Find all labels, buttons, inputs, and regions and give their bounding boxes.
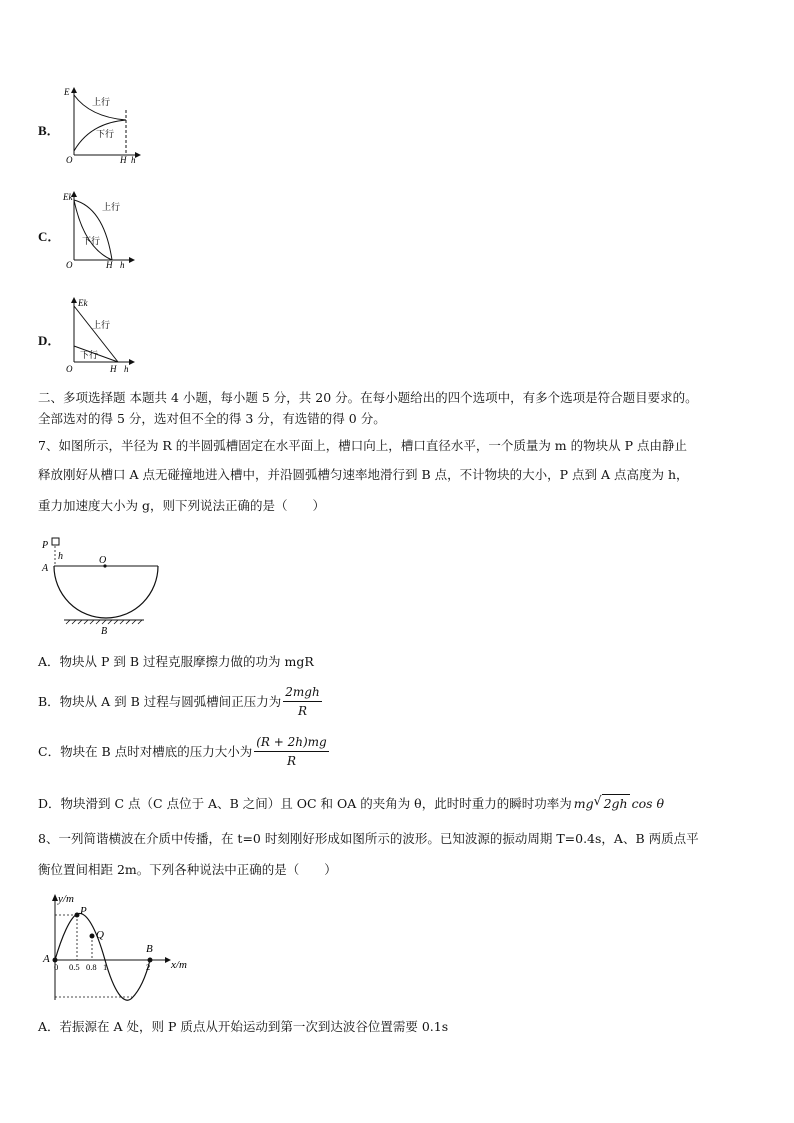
graph-b-yaxis: E <box>64 87 70 97</box>
graph-b-up: 上行 <box>92 97 111 107</box>
graph-c-up: 上行 <box>102 202 121 212</box>
graph-c-down: 下行 <box>82 236 101 246</box>
graph-b <box>60 85 145 165</box>
graph-b-origin: O <box>66 155 73 165</box>
q7-fig-h: h <box>58 551 63 562</box>
q7-figure <box>38 534 168 639</box>
graph-d-origin: O <box>66 364 73 374</box>
graph-b-down: 下行 <box>96 129 115 139</box>
q7-fig-O: O <box>99 555 107 566</box>
option-b-label: B． <box>38 123 60 138</box>
q7-line2: 释放刚好从槽口 A 点无碰撞地进入槽中，并沿圆弧槽匀速率地滑行到 B 点，不计物块的大小，P 点到 A 点高度为 h， <box>38 467 689 482</box>
option-d-label: D． <box>38 333 61 348</box>
graph-c-h: h <box>120 260 125 270</box>
q8-opt-a: A．若振源在 A 处，则 P 质点从开始运动到第一次到达波谷位置需要 0.1s <box>38 1019 449 1034</box>
graph-d-up: 上行 <box>92 320 111 330</box>
q8-line1: 8、一列简谐横波在介质中传播，在 t=0 时刻刚好形成如图所示的波形。已知波源的振动周期 T=0.4s，A、B 两质点平 <box>38 831 699 846</box>
graph-c-yaxis: Ek <box>63 192 73 202</box>
q7-line3: 重力加速度大小为 g，则下列说法正确的是（ ） <box>38 498 325 513</box>
q7-opt-a: A．物块从 P 到 B 过程克服摩擦力做的功为 mgR <box>38 654 314 669</box>
q8-fig-xlabel: x/m <box>171 959 187 971</box>
q8-fig-B: B <box>146 943 153 955</box>
q8-fig-P: P <box>80 905 87 917</box>
graph-c <box>60 188 145 273</box>
graph-d-H: H <box>110 364 117 374</box>
q8-fig-tick-2: 2 <box>146 962 151 972</box>
graph-d <box>60 294 145 379</box>
graph-d-yaxis: Ek <box>78 298 88 308</box>
graph-c-H: H <box>106 260 113 270</box>
q7-opt-c: C．物块在 B 点时对槽底的压力大小为 $\frac{(R + 2h)mg}{R}$ <box>38 735 327 768</box>
q8-wave-figure <box>40 888 200 1008</box>
q7-fig-B: B <box>101 626 108 637</box>
q7-line1: 7、如图所示，半径为 R 的半圆弧槽固定在水平面上，槽口向上，槽口直径水平，一个质量为 m 的物块从 P 点由静止 <box>38 438 687 453</box>
graph-d-h: h <box>124 364 129 374</box>
section2-line1: 二、多项选择题 本题共 4 小题，每小题 5 分，共 20 分。在每小题给出的四个选项中，有多个选项是符合题目要求的。 <box>38 390 698 405</box>
q7-fig-P: P <box>42 540 49 551</box>
q8-fig-tick-1: 1 <box>103 962 108 972</box>
q8-fig-tick-08: 0.8 <box>86 962 97 972</box>
q8-fig-tick-05: 0.5 <box>69 962 80 972</box>
q8-fig-tick-0: 0 <box>54 962 59 972</box>
q7-fig-A: A <box>42 563 49 574</box>
graph-d-down: 下行 <box>80 350 99 360</box>
graph-b-H: H <box>120 155 127 165</box>
q8-fig-A: A <box>43 953 50 965</box>
q7-opt-b: B．物块从 A 到 B 过程与圆弧槽间正压力为 $\frac{\text{2mgh}}{R}$ <box>38 685 320 718</box>
section2-line2: 全部选对的得 5 分，选对但不全的得 3 分，有选错的得 0 分。 <box>38 411 386 426</box>
graph-c-origin: O <box>66 260 73 270</box>
q8-fig-ylabel: y/m <box>58 893 74 905</box>
graph-b-h: h <box>131 155 136 165</box>
q8-fig-Q: Q <box>96 929 104 941</box>
option-c-label: C． <box>38 229 61 244</box>
q7-opt-d: D．物块滑到 C 点（C 点位于 A、B 之间）且 OC 和 OA 的夹角为 θ，此时时重力的瞬时功率为 mg √ 2gh cos θ <box>38 793 665 811</box>
q8-line2: 衡位置间相距 2m。下列各种说法中正确的是（ ） <box>38 862 337 877</box>
